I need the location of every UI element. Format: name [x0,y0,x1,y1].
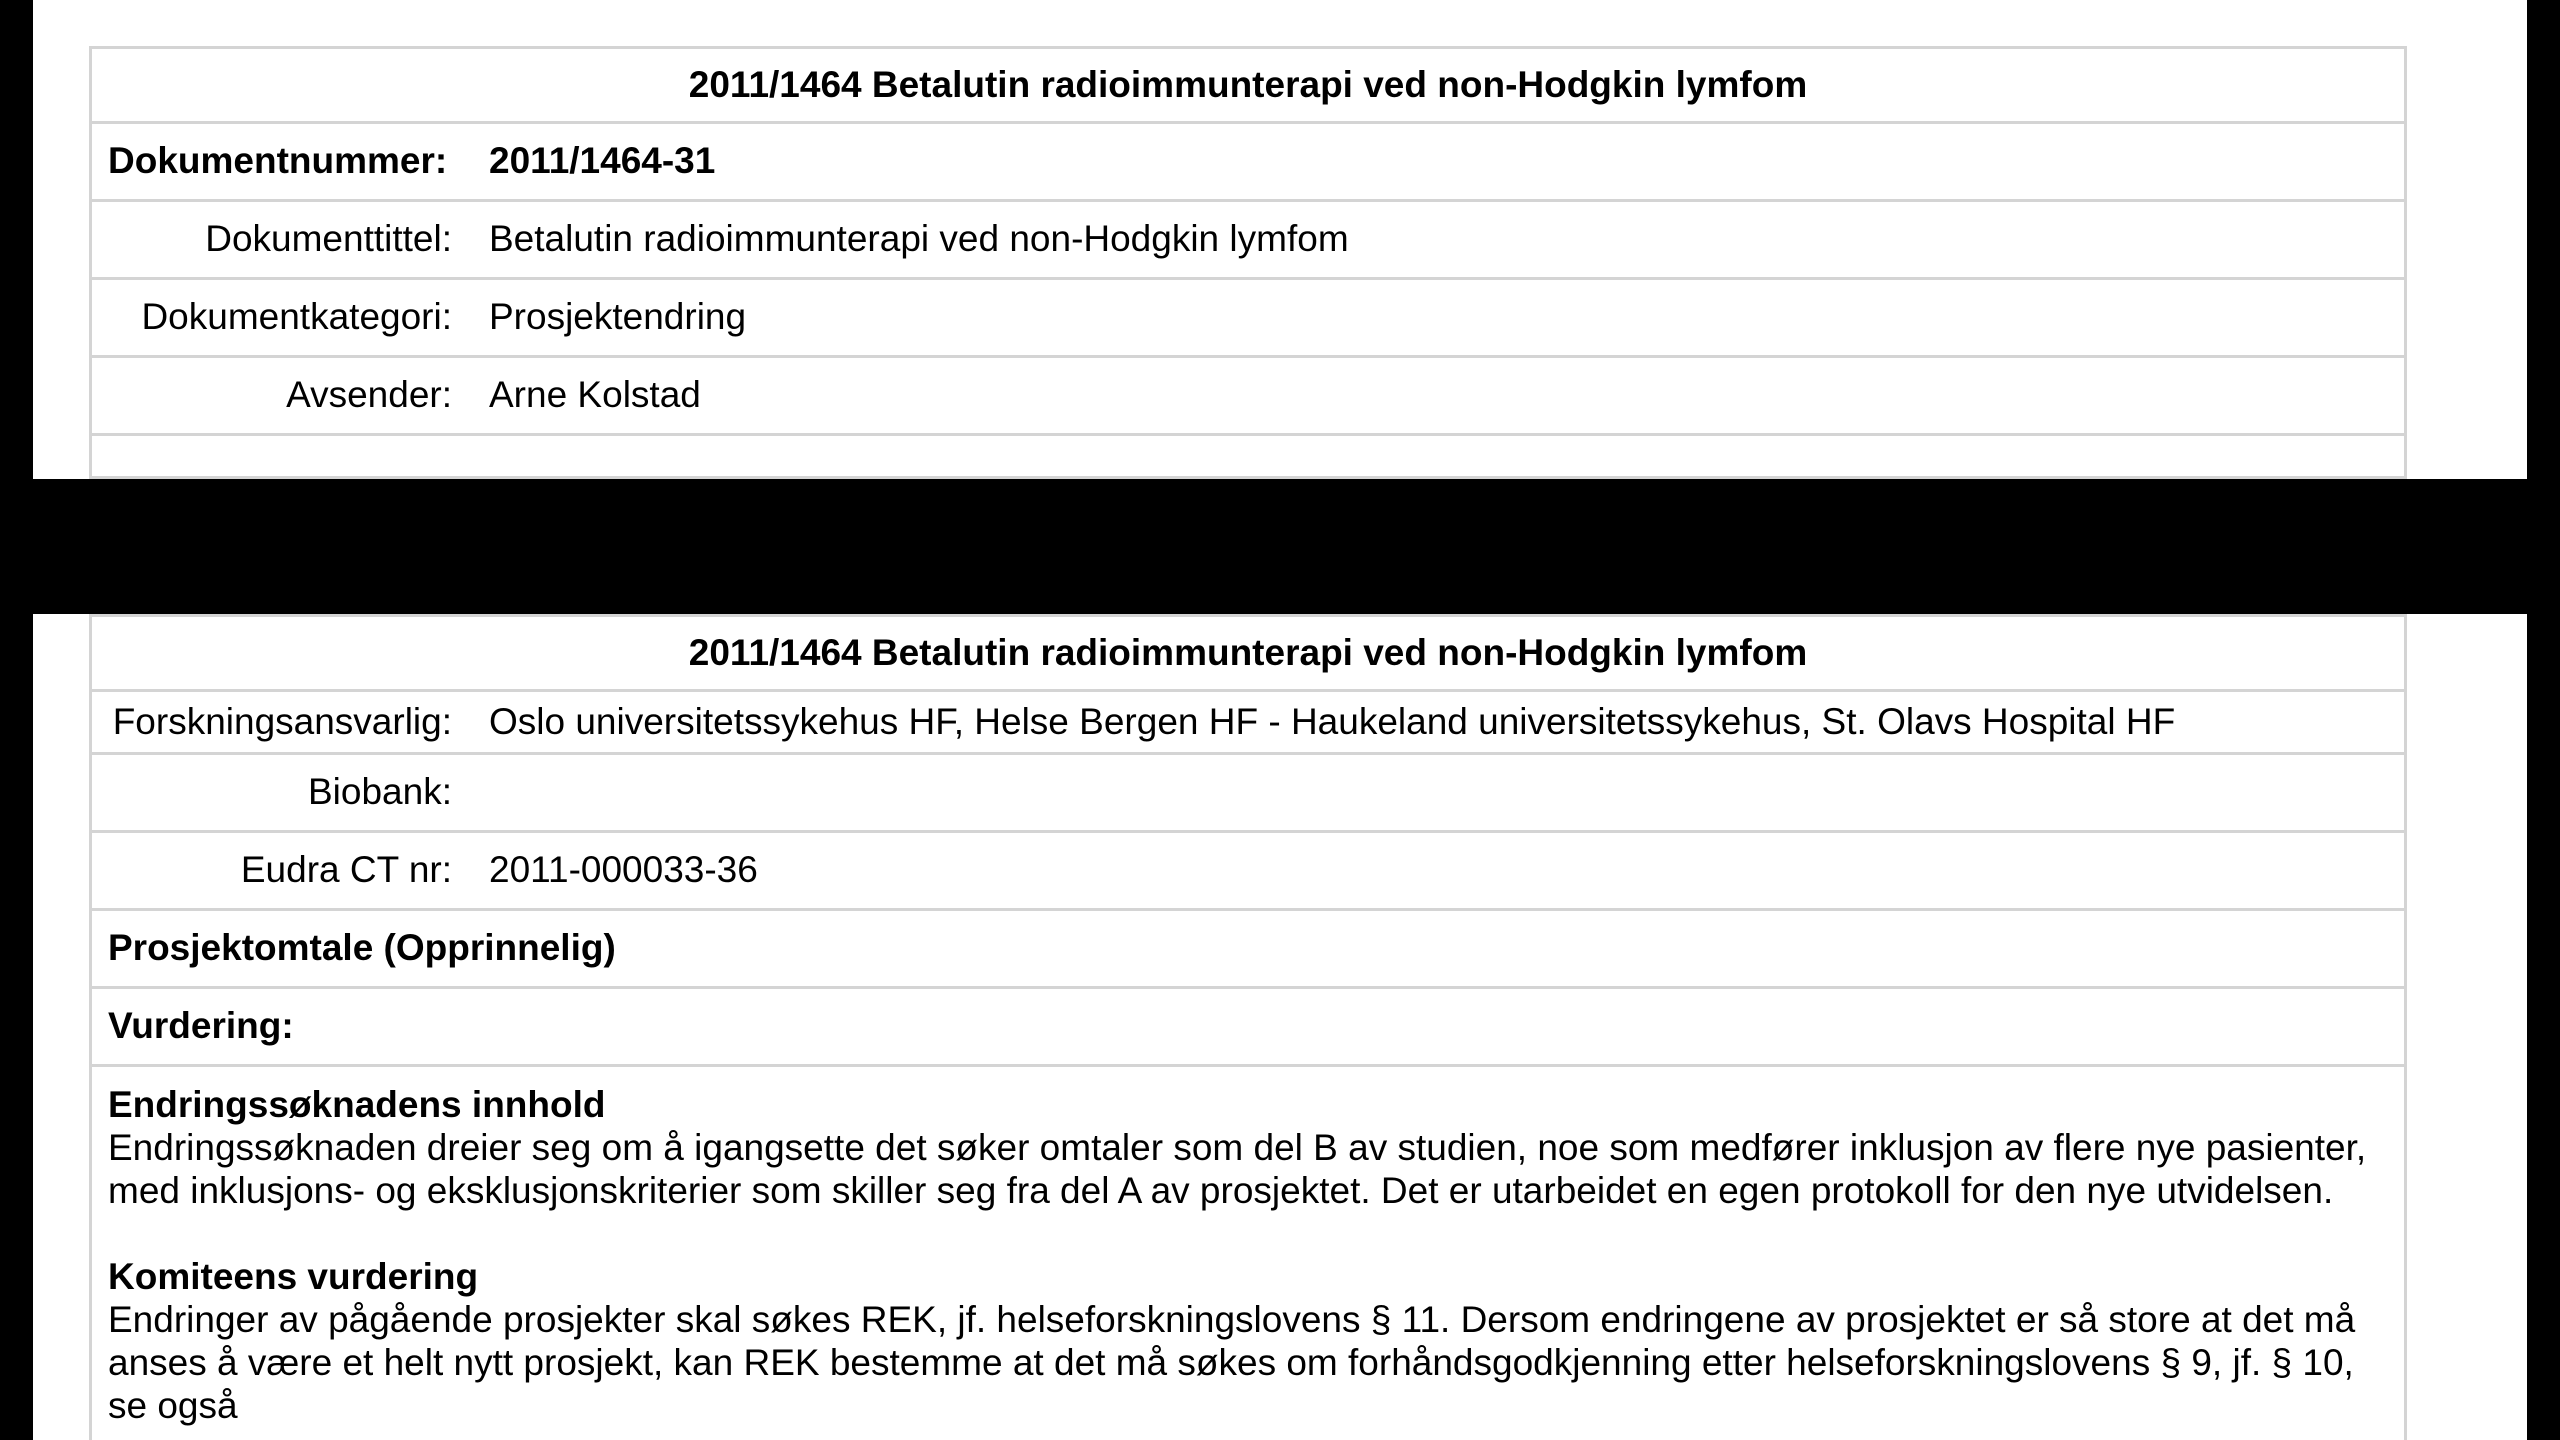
row-cut-off [92,436,2404,476]
forskningsansvarlig-value: Oslo universitetssykehus HF, Helse Bergen HF - Haukeland universitetssykehus, St. Olavs Hospital HF [489,700,2176,742]
dokumentnummer-value: 2011/1464-31 [489,140,716,182]
section-heading-komiteens-vurdering: Komiteens vurdering [108,1256,479,1297]
dokumentkategori-label: Dokumentkategori: [141,296,452,338]
eudra-ct-value: 2011-000033-36 [489,849,758,891]
row-eudra-ct [92,833,2404,911]
avsender-value: Arne Kolstad [489,374,701,416]
forskningsansvarlig-label: Forskningsansvarlig: [112,700,452,742]
document-page-bottom [33,614,2527,1440]
biobank-label: Biobank: [308,771,452,813]
row-forskningsansvarlig [92,692,2404,755]
case-info-table [89,46,2407,479]
case-title: 2011/1464 Betalutin radioimmunterapi ved non-Hodgkin lymfom [92,49,2404,124]
case-title-repeat: 2011/1464 Betalutin radioimmunterapi ved non-Hodgkin lymfom [92,617,2404,692]
row-dokumentkategori [92,280,2404,358]
case-details-table [89,614,2407,1440]
dokumentnummer-label: Dokumentnummer: [108,140,448,182]
dokumenttittel-value: Betalutin radioimmunterapi ved non-Hodgkin lymfom [489,218,1349,260]
section-text-endringssoknad: Endringssøknaden dreier seg om å igangsette det søker omtaler som del B av studien, noe som medfører inklusjon av flere nye pasienter, med inklusjons- og eksklusjonskriterier som skiller seg fra del A av prosjektet. Det er utarbeidet en egen protokoll for den nye utvidelsen. [108,1127,2367,1211]
dokumentkategori-value: Prosjektendring [489,296,747,338]
document-page-top [33,0,2527,479]
vurdering-heading: Vurdering: [92,989,2404,1067]
row-biobank [92,755,2404,833]
eudra-ct-label: Eudra CT nr: [240,849,452,891]
row-dokumenttittel [92,202,2404,280]
assessment-body [92,1067,2404,1427]
row-dokumentnummer [92,124,2404,202]
prosjektomtale-heading: Prosjektomtale (Opprinnelig) [92,911,2404,989]
avsender-label: Avsender: [286,374,452,416]
dokumenttittel-label: Dokumenttittel: [205,218,452,260]
section-text-komiteens-vurdering: Endringer av pågående prosjekter skal søkes REK, jf. helseforskningslovens § 11. Dersom endringene av prosjektet er så store at det må anses å være et helt nytt prosjekt, kan REK bestemme at det må søkes om forhåndsgodkjenning etter helseforskningslovens § 9, jf. § 10, se også [108,1299,2356,1426]
section-heading-endringssoknad: Endringssøknadens innhold [108,1084,606,1125]
row-avsender [92,358,2404,436]
